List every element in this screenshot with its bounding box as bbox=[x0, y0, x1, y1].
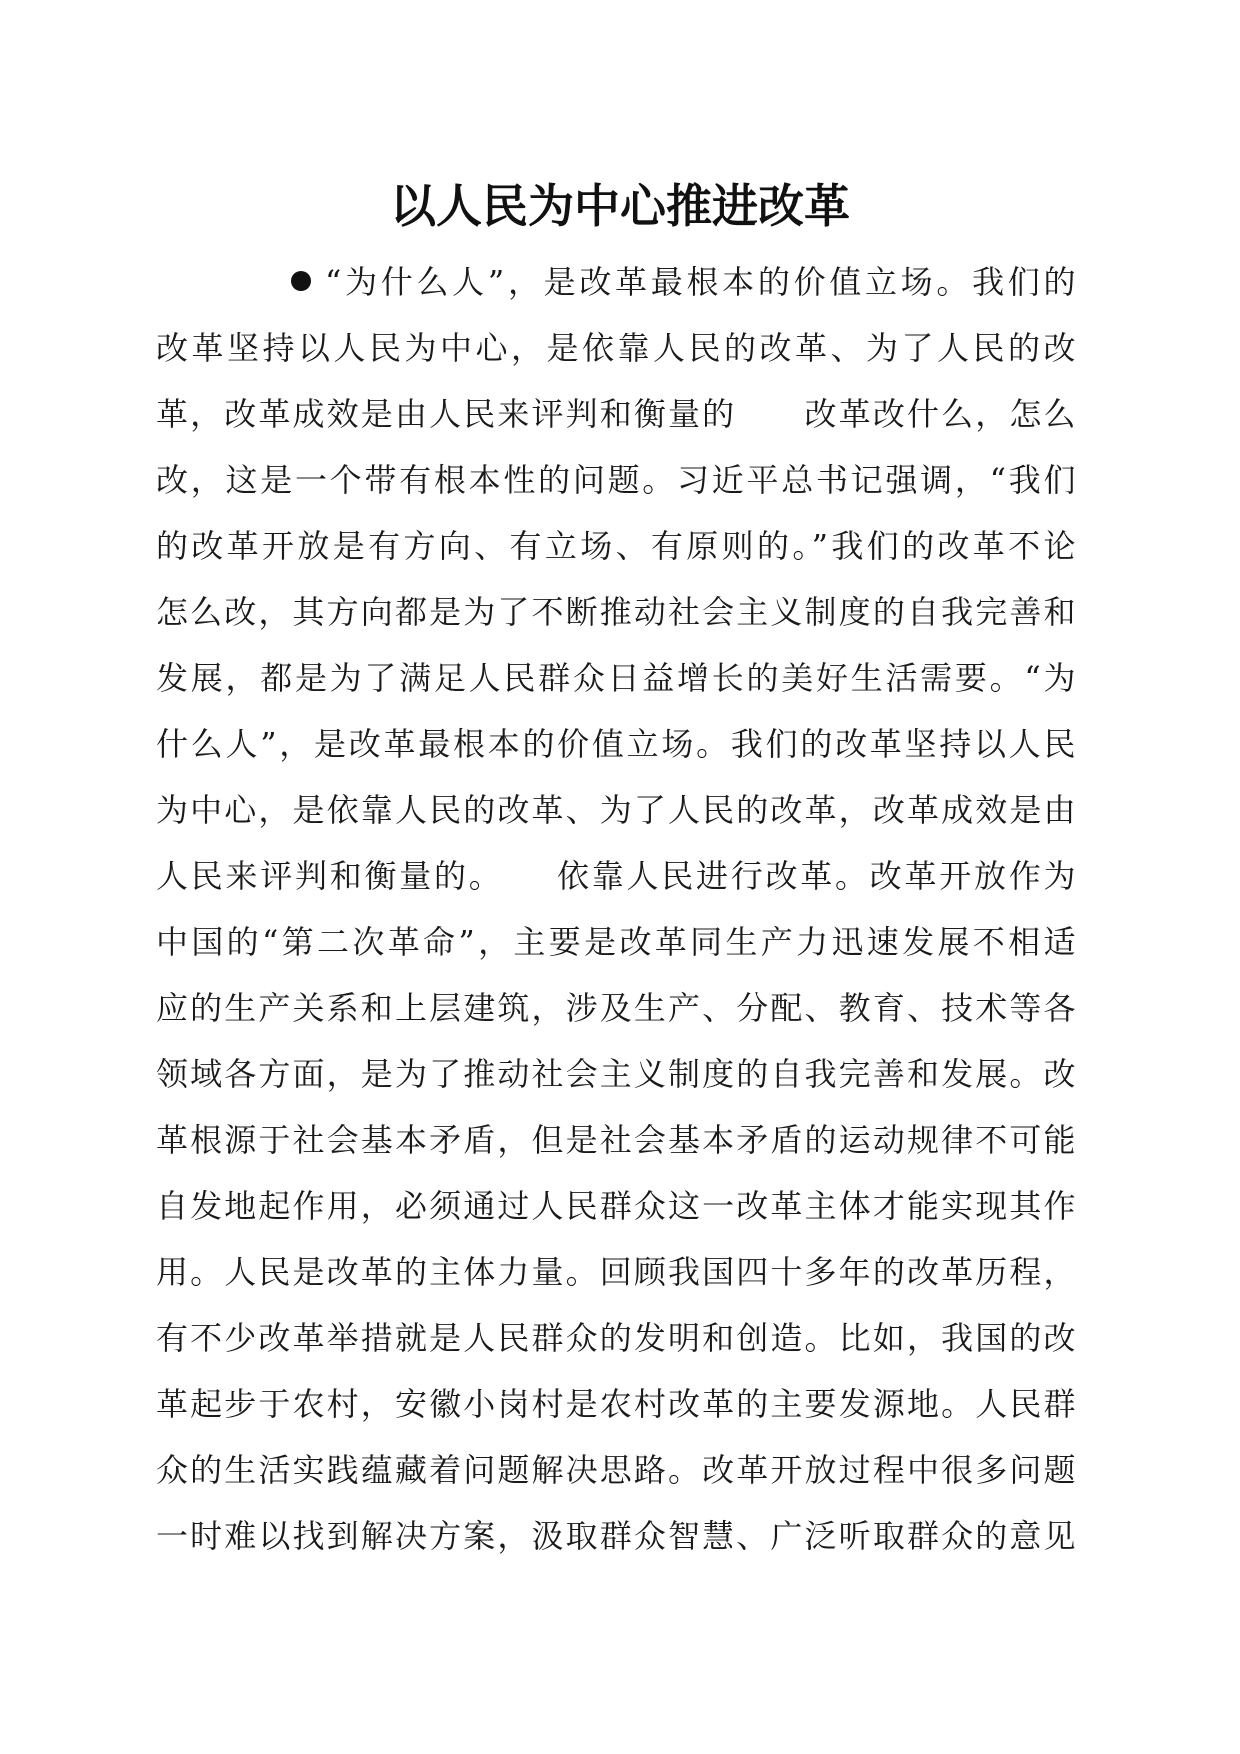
document-body bbox=[156, 249, 1076, 1569]
body-line: 改革坚持以人民为中心，是依靠人民的改革、为了人民的改 bbox=[156, 329, 1076, 367]
body-line: 众的生活实践蕴藏着问题解决思路。改革开放过程中很多问题 bbox=[156, 1451, 1076, 1489]
body-line: 的改革开放是有方向、有立场、有原则的。”我们的改革不论 bbox=[156, 527, 1076, 565]
body-line: 人民来评判和衡量的。 依靠人民进行改革。改革开放作为 bbox=[156, 857, 1076, 895]
document-title: 以人民为中心推进改革 bbox=[390, 179, 850, 233]
body-line: 怎么改，其方向都是为了不断推动社会主义制度的自我完善和 bbox=[156, 593, 1076, 631]
body-line: 中国的“第二次革命”，主要是改革同生产力迅速发展不相适 bbox=[156, 923, 1076, 961]
body-line: 为中心，是依靠人民的改革、为了人民的改革，改革成效是由 bbox=[156, 791, 1076, 829]
body-line: 领域各方面，是为了推动社会主义制度的自我完善和发展。改 bbox=[156, 1055, 1076, 1093]
body-line: 一时难以找到解决方案，汲取群众智慧、广泛听取群众的意见 bbox=[156, 1517, 1076, 1555]
body-line: 革根源于社会基本矛盾，但是社会基本矛盾的运动规律不可能 bbox=[156, 1121, 1076, 1159]
body-line: 改，这是一个带有根本性的问题。习近平总书记强调，“我们 bbox=[156, 461, 1076, 499]
body-line: 用。人民是改革的主体力量。回顾我国四十多年的改革历程， bbox=[156, 1253, 1076, 1291]
body-line: 革，改革成效是由人民来评判和衡量的 改革改什么，怎么 bbox=[156, 395, 1076, 433]
body-line: 什么人”，是改革最根本的价值立场。我们的改革坚持以人民 bbox=[156, 725, 1076, 763]
body-line-text: “为什么人”，是改革最根本的价值立场。我们的 bbox=[325, 263, 1076, 301]
body-line: 有不少改革举措就是人民群众的发明和创造。比如，我国的改 bbox=[156, 1319, 1076, 1357]
body-line: 革起步于农村，安徽小岗村是农村改革的主要发源地。人民群 bbox=[156, 1385, 1076, 1423]
body-line: 发展，都是为了满足人民群众日益增长的美好生活需要。“为 bbox=[156, 659, 1076, 697]
body-line: 自发地起作用，必须通过人民群众这一改革主体才能实现其作 bbox=[156, 1187, 1076, 1225]
body-line bbox=[156, 249, 1076, 315]
bullet-icon bbox=[291, 271, 311, 291]
body-line: 应的生产关系和上层建筑，涉及生产、分配、教育、技术等各 bbox=[156, 989, 1076, 1027]
